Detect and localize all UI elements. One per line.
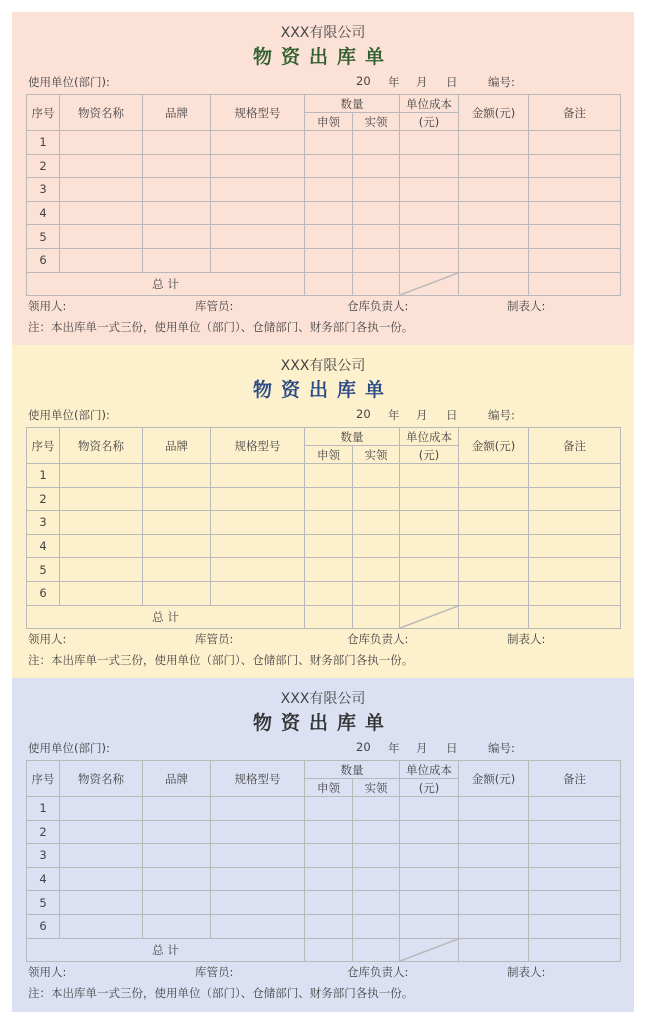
total-remark[interactable] <box>529 272 621 295</box>
cell-remark[interactable] <box>529 248 621 272</box>
cell-applied[interactable] <box>305 201 353 225</box>
items-table <box>26 94 621 296</box>
company-name: XXX有限公司 <box>280 25 366 41</box>
cell-received[interactable] <box>353 154 400 178</box>
row-seq: 5 <box>27 225 60 249</box>
total-row <box>27 938 621 961</box>
cell-amount[interactable] <box>459 464 529 488</box>
table-row <box>27 581 621 605</box>
cell-remark[interactable] <box>529 511 621 535</box>
table-row <box>27 891 621 915</box>
table-row <box>27 154 621 178</box>
cell-applied[interactable] <box>305 867 353 891</box>
number-label: 编号: <box>488 741 515 755</box>
cell-received[interactable] <box>353 487 400 511</box>
diagonal-cell <box>400 605 459 628</box>
row-seq: 6 <box>27 248 60 272</box>
diagonal-cell <box>400 272 459 295</box>
row-seq: 6 <box>27 581 60 605</box>
cell-received[interactable] <box>353 914 400 938</box>
cell-remark[interactable] <box>529 914 621 938</box>
row-seq: 1 <box>27 131 60 155</box>
total-row <box>27 605 621 628</box>
cell-received[interactable] <box>353 464 400 488</box>
cell-item-name[interactable] <box>60 867 143 891</box>
cell-amount[interactable] <box>459 891 529 915</box>
cell-spec[interactable] <box>211 248 305 272</box>
cell-item-name[interactable] <box>60 201 143 225</box>
row-seq: 4 <box>27 201 60 225</box>
diagonal-line <box>400 273 458 295</box>
cell-applied[interactable] <box>305 914 353 938</box>
table-row <box>27 797 621 821</box>
cell-unit-cost[interactable] <box>400 464 459 488</box>
cell-item-name[interactable] <box>60 581 143 605</box>
cell-unit-cost[interactable] <box>400 225 459 249</box>
cell-brand[interactable] <box>143 154 211 178</box>
cell-applied[interactable] <box>305 511 353 535</box>
year-prefix: 20 <box>356 740 371 754</box>
cell-item-name[interactable] <box>60 154 143 178</box>
form-note: 注：本出库单一式三份，使用单位（部门）、仓储部门、财务部门各执一份。 <box>28 653 414 667</box>
row-seq: 5 <box>27 558 60 582</box>
cell-remark[interactable] <box>529 464 621 488</box>
cell-remark[interactable] <box>529 201 621 225</box>
cell-item-name[interactable] <box>60 820 143 844</box>
cell-unit-cost[interactable] <box>400 178 459 202</box>
cell-unit-cost[interactable] <box>400 487 459 511</box>
cell-remark[interactable] <box>529 534 621 558</box>
cell-applied[interactable] <box>305 248 353 272</box>
cell-received[interactable] <box>353 201 400 225</box>
row-seq: 3 <box>27 844 60 868</box>
cell-brand[interactable] <box>143 225 211 249</box>
total-row <box>27 272 621 295</box>
header-amount: 金额(元) <box>459 428 529 464</box>
cell-amount[interactable] <box>459 487 529 511</box>
keeper-label: 库管员: <box>195 965 234 979</box>
cell-received[interactable] <box>353 820 400 844</box>
cell-unit-cost[interactable] <box>400 534 459 558</box>
cell-remark[interactable] <box>529 581 621 605</box>
cell-brand[interactable] <box>143 464 211 488</box>
cell-brand[interactable] <box>143 797 211 821</box>
row-seq: 2 <box>27 820 60 844</box>
cell-brand[interactable] <box>143 914 211 938</box>
header-remark: 备注 <box>529 761 621 797</box>
manager-label: 仓库负责人: <box>347 965 409 979</box>
cell-applied[interactable] <box>305 487 353 511</box>
cell-brand[interactable] <box>143 131 211 155</box>
cell-spec[interactable] <box>211 464 305 488</box>
cell-unit-cost[interactable] <box>400 201 459 225</box>
cell-applied[interactable] <box>305 820 353 844</box>
cell-spec[interactable] <box>211 797 305 821</box>
cell-brand[interactable] <box>143 534 211 558</box>
cell-brand[interactable] <box>143 867 211 891</box>
cell-unit-cost[interactable] <box>400 891 459 915</box>
header-spec: 规格型号 <box>211 428 305 464</box>
cell-spec[interactable] <box>211 581 305 605</box>
year-prefix: 20 <box>356 74 371 88</box>
row-seq: 2 <box>27 487 60 511</box>
total-label: 总 计 <box>27 605 305 628</box>
diagonal-line <box>400 606 458 628</box>
manager-label: 仓库负责人: <box>347 299 409 313</box>
form-meta-line <box>28 74 618 90</box>
cell-amount[interactable] <box>459 867 529 891</box>
table-row <box>27 844 621 868</box>
cell-item-name[interactable] <box>60 464 143 488</box>
table-row <box>27 914 621 938</box>
month-label: 月 <box>416 75 428 89</box>
cell-amount[interactable] <box>459 131 529 155</box>
cell-unit-cost[interactable] <box>400 914 459 938</box>
cell-spec[interactable] <box>211 178 305 202</box>
cell-applied[interactable] <box>305 797 353 821</box>
cell-remark[interactable] <box>529 797 621 821</box>
year-label: 年 <box>388 741 400 755</box>
cell-spec[interactable] <box>211 844 305 868</box>
header-received: 实领 <box>353 113 400 131</box>
cell-applied[interactable] <box>305 154 353 178</box>
cell-item-name[interactable] <box>60 248 143 272</box>
table-row <box>27 248 621 272</box>
row-seq: 4 <box>27 534 60 558</box>
form-meta-line <box>28 407 618 423</box>
header-unit-cost-unit: (元) <box>400 446 459 464</box>
cell-received[interactable] <box>353 558 400 582</box>
keeper-label: 库管员: <box>195 299 234 313</box>
total-amount[interactable] <box>459 272 529 295</box>
total-applied[interactable] <box>305 272 353 295</box>
total-amount[interactable] <box>459 605 529 628</box>
cell-received[interactable] <box>353 581 400 605</box>
cell-spec[interactable] <box>211 511 305 535</box>
header-spec: 规格型号 <box>211 761 305 797</box>
items-table <box>26 427 621 629</box>
cell-spec[interactable] <box>211 534 305 558</box>
signature-line <box>28 964 618 980</box>
cell-item-name[interactable] <box>60 914 143 938</box>
cell-unit-cost[interactable] <box>400 248 459 272</box>
cell-spec[interactable] <box>211 487 305 511</box>
table-row <box>27 178 621 202</box>
cell-unit-cost[interactable] <box>400 867 459 891</box>
cell-applied[interactable] <box>305 178 353 202</box>
cell-item-name[interactable] <box>60 558 143 582</box>
header-quantity: 数量 <box>305 428 400 446</box>
header-applied: 申领 <box>305 779 353 797</box>
header-unit-cost: 单位成本 <box>400 761 459 779</box>
cell-spec[interactable] <box>211 154 305 178</box>
row-seq: 6 <box>27 914 60 938</box>
maker-label: 制表人: <box>507 632 546 646</box>
header-amount: 金额(元) <box>459 95 529 131</box>
cell-received[interactable] <box>353 797 400 821</box>
row-seq: 1 <box>27 797 60 821</box>
total-label: 总 计 <box>27 938 305 961</box>
row-seq: 2 <box>27 154 60 178</box>
maker-label: 制表人: <box>507 965 546 979</box>
total-remark[interactable] <box>529 938 621 961</box>
cell-spec[interactable] <box>211 131 305 155</box>
row-seq: 3 <box>27 178 60 202</box>
total-received[interactable] <box>353 605 400 628</box>
cell-brand[interactable] <box>143 201 211 225</box>
cell-item-name[interactable] <box>60 511 143 535</box>
total-received[interactable] <box>353 938 400 961</box>
cell-item-name[interactable] <box>60 131 143 155</box>
department-label: 使用单位(部门): <box>28 408 110 422</box>
number-label: 编号: <box>488 408 515 422</box>
table-row <box>27 820 621 844</box>
form-note: 注：本出库单一式三份，使用单位（部门）、仓储部门、财务部门各执一份。 <box>28 320 414 334</box>
table-row <box>27 867 621 891</box>
header-amount: 金额(元) <box>459 761 529 797</box>
day-label: 日 <box>446 408 458 422</box>
cell-amount[interactable] <box>459 248 529 272</box>
company-name: XXX有限公司 <box>280 358 366 374</box>
table-row <box>27 534 621 558</box>
cell-item-name[interactable] <box>60 178 143 202</box>
stock-out-form <box>12 678 634 1012</box>
cell-unit-cost[interactable] <box>400 581 459 605</box>
header-brand: 品牌 <box>143 95 211 131</box>
cell-brand[interactable] <box>143 581 211 605</box>
total-applied[interactable] <box>305 605 353 628</box>
header-seq: 序号 <box>27 95 60 131</box>
cell-unit-cost[interactable] <box>400 154 459 178</box>
table-row <box>27 201 621 225</box>
header-received: 实领 <box>353 779 400 797</box>
table-row <box>27 558 621 582</box>
cell-amount[interactable] <box>459 534 529 558</box>
cell-remark[interactable] <box>529 178 621 202</box>
cell-amount[interactable] <box>459 558 529 582</box>
cell-amount[interactable] <box>459 511 529 535</box>
cell-remark[interactable] <box>529 487 621 511</box>
cell-spec[interactable] <box>211 867 305 891</box>
cell-spec[interactable] <box>211 914 305 938</box>
stock-out-form <box>12 345 634 679</box>
cell-brand[interactable] <box>143 248 211 272</box>
header-unit-cost-unit: (元) <box>400 113 459 131</box>
total-remark[interactable] <box>529 605 621 628</box>
cell-received[interactable] <box>353 844 400 868</box>
header-remark: 备注 <box>529 95 621 131</box>
table-row <box>27 225 621 249</box>
cell-received[interactable] <box>353 534 400 558</box>
cell-spec[interactable] <box>211 558 305 582</box>
department-label: 使用单位(部门): <box>28 75 110 89</box>
cell-spec[interactable] <box>211 891 305 915</box>
cell-spec[interactable] <box>211 820 305 844</box>
cell-applied[interactable] <box>305 534 353 558</box>
cell-remark[interactable] <box>529 225 621 249</box>
cell-received[interactable] <box>353 225 400 249</box>
cell-item-name[interactable] <box>60 487 143 511</box>
header-unit-cost-unit: (元) <box>400 779 459 797</box>
manager-label: 仓库负责人: <box>347 632 409 646</box>
header-spec: 规格型号 <box>211 95 305 131</box>
receiver-label: 领用人: <box>28 632 67 646</box>
table-row <box>27 131 621 155</box>
header-seq: 序号 <box>27 761 60 797</box>
cell-applied[interactable] <box>305 844 353 868</box>
cell-brand[interactable] <box>143 178 211 202</box>
cell-brand[interactable] <box>143 487 211 511</box>
day-label: 日 <box>446 75 458 89</box>
header-quantity: 数量 <box>305 95 400 113</box>
cell-received[interactable] <box>353 891 400 915</box>
cell-unit-cost[interactable] <box>400 820 459 844</box>
items-table <box>26 760 621 962</box>
row-seq: 3 <box>27 511 60 535</box>
form-note: 注：本出库单一式三份，使用单位（部门）、仓储部门、财务部门各执一份。 <box>28 986 414 1000</box>
cell-remark[interactable] <box>529 867 621 891</box>
form-title: 物资出库单 <box>252 712 393 734</box>
header-item-name: 物资名称 <box>60 761 143 797</box>
row-seq: 1 <box>27 464 60 488</box>
header-item-name: 物资名称 <box>60 428 143 464</box>
diagonal-cell <box>400 938 459 961</box>
cell-remark[interactable] <box>529 131 621 155</box>
cell-applied[interactable] <box>305 131 353 155</box>
header-unit-cost: 单位成本 <box>400 428 459 446</box>
cell-applied[interactable] <box>305 464 353 488</box>
month-label: 月 <box>416 741 428 755</box>
year-prefix: 20 <box>356 407 371 421</box>
cell-item-name[interactable] <box>60 534 143 558</box>
header-unit-cost: 单位成本 <box>400 95 459 113</box>
header-quantity: 数量 <box>305 761 400 779</box>
cell-amount[interactable] <box>459 844 529 868</box>
cell-applied[interactable] <box>305 225 353 249</box>
cell-unit-cost[interactable] <box>400 511 459 535</box>
cell-remark[interactable] <box>529 891 621 915</box>
cell-brand[interactable] <box>143 844 211 868</box>
cell-item-name[interactable] <box>60 225 143 249</box>
signature-line <box>28 298 618 314</box>
header-brand: 品牌 <box>143 428 211 464</box>
cell-amount[interactable] <box>459 820 529 844</box>
month-label: 月 <box>416 408 428 422</box>
cell-received[interactable] <box>353 178 400 202</box>
cell-received[interactable] <box>353 511 400 535</box>
cell-amount[interactable] <box>459 178 529 202</box>
cell-spec[interactable] <box>211 225 305 249</box>
diagonal-line <box>400 939 458 961</box>
stock-out-form <box>12 12 634 346</box>
cell-applied[interactable] <box>305 891 353 915</box>
receiver-label: 领用人: <box>28 965 67 979</box>
header-received: 实领 <box>353 446 400 464</box>
cell-amount[interactable] <box>459 225 529 249</box>
cell-item-name[interactable] <box>60 891 143 915</box>
day-label: 日 <box>446 741 458 755</box>
cell-remark[interactable] <box>529 154 621 178</box>
table-row <box>27 487 621 511</box>
header-brand: 品牌 <box>143 761 211 797</box>
cell-unit-cost[interactable] <box>400 844 459 868</box>
cell-amount[interactable] <box>459 914 529 938</box>
cell-received[interactable] <box>353 248 400 272</box>
form-title: 物资出库单 <box>252 379 393 401</box>
cell-item-name[interactable] <box>60 844 143 868</box>
cell-brand[interactable] <box>143 558 211 582</box>
cell-amount[interactable] <box>459 797 529 821</box>
total-received[interactable] <box>353 272 400 295</box>
keeper-label: 库管员: <box>195 632 234 646</box>
table-row <box>27 464 621 488</box>
total-label: 总 计 <box>27 272 305 295</box>
cell-amount[interactable] <box>459 154 529 178</box>
cell-brand[interactable] <box>143 891 211 915</box>
row-seq: 4 <box>27 867 60 891</box>
number-label: 编号: <box>488 75 515 89</box>
cell-amount[interactable] <box>459 581 529 605</box>
cell-spec[interactable] <box>211 201 305 225</box>
cell-brand[interactable] <box>143 820 211 844</box>
header-item-name: 物资名称 <box>60 95 143 131</box>
year-label: 年 <box>388 408 400 422</box>
cell-applied[interactable] <box>305 581 353 605</box>
cell-unit-cost[interactable] <box>400 131 459 155</box>
cell-unit-cost[interactable] <box>400 797 459 821</box>
cell-unit-cost[interactable] <box>400 558 459 582</box>
cell-brand[interactable] <box>143 511 211 535</box>
cell-applied[interactable] <box>305 558 353 582</box>
cell-item-name[interactable] <box>60 797 143 821</box>
table-row <box>27 511 621 535</box>
cell-remark[interactable] <box>529 844 621 868</box>
header-seq: 序号 <box>27 428 60 464</box>
cell-received[interactable] <box>353 867 400 891</box>
signature-line <box>28 631 618 647</box>
header-applied: 申领 <box>305 113 353 131</box>
row-seq: 5 <box>27 891 60 915</box>
company-name: XXX有限公司 <box>280 691 366 707</box>
form-title: 物资出库单 <box>252 46 393 68</box>
year-label: 年 <box>388 75 400 89</box>
maker-label: 制表人: <box>507 299 546 313</box>
cell-amount[interactable] <box>459 201 529 225</box>
header-remark: 备注 <box>529 428 621 464</box>
total-amount[interactable] <box>459 938 529 961</box>
form-meta-line <box>28 740 618 756</box>
cell-remark[interactable] <box>529 558 621 582</box>
receiver-label: 领用人: <box>28 299 67 313</box>
total-applied[interactable] <box>305 938 353 961</box>
header-applied: 申领 <box>305 446 353 464</box>
cell-remark[interactable] <box>529 820 621 844</box>
department-label: 使用单位(部门): <box>28 741 110 755</box>
cell-received[interactable] <box>353 131 400 155</box>
